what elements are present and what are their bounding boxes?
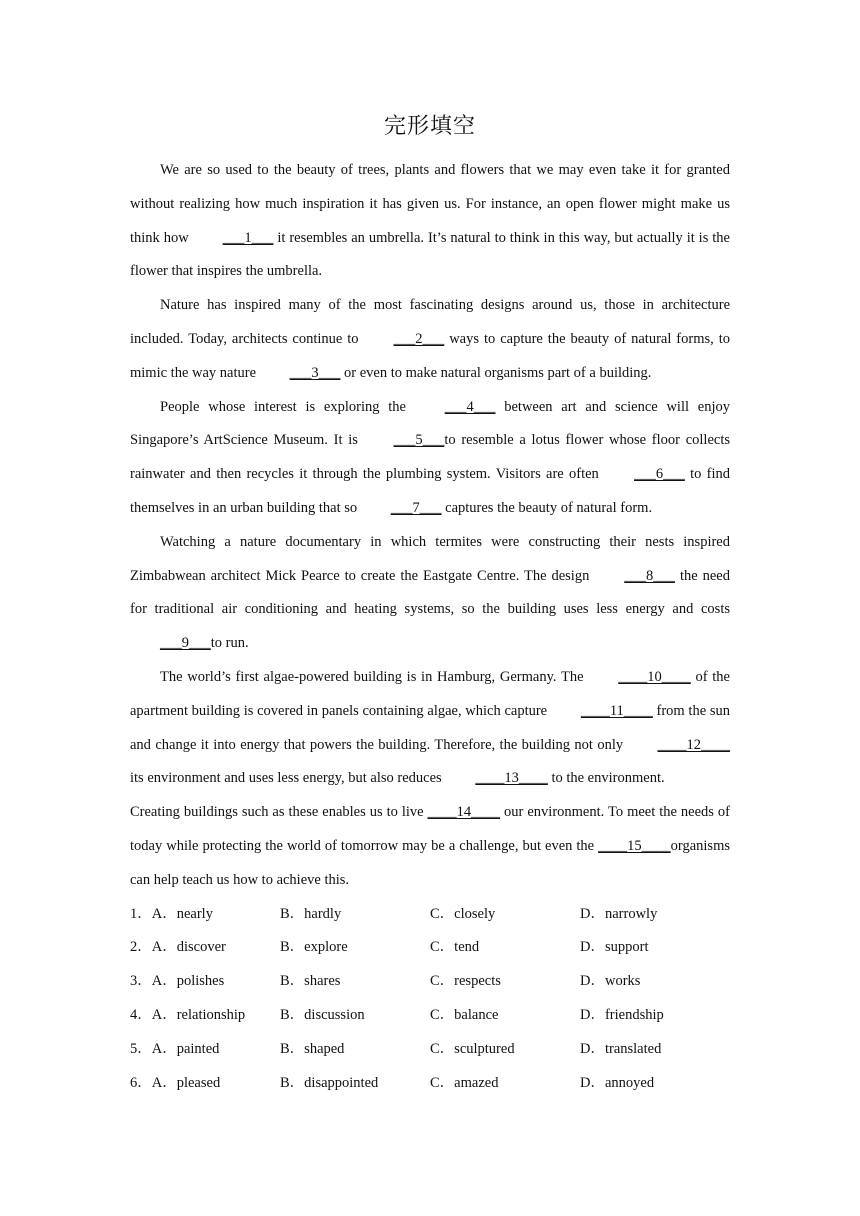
option-b: B．hardly	[280, 905, 342, 922]
passage-text: of the apartment building is covered in panels containing algae, which capture	[130, 668, 730, 719]
option-c: C．balance	[430, 1006, 499, 1023]
blank-number: ___3___	[289, 364, 341, 381]
question-row	[130, 965, 730, 999]
document-page	[130, 110, 730, 1100]
blank-number: ___1___	[222, 229, 274, 246]
option-d: D．annoyed	[580, 1074, 655, 1091]
option-a: A．relationship	[151, 1006, 246, 1023]
option-a: A．polishes	[151, 973, 225, 990]
blank-number: ___6___	[634, 466, 685, 483]
option-a: A．nearly	[151, 905, 213, 922]
blank-number: ____13____	[475, 770, 548, 787]
passage-paragraph	[130, 289, 730, 390]
option-d: D．narrowly	[580, 905, 658, 922]
question-row	[130, 1033, 730, 1067]
option-c: C．respects	[430, 973, 501, 990]
blank-number: ___2___	[393, 330, 445, 347]
option-a: A．painted	[151, 1040, 220, 1057]
option-a: A．pleased	[151, 1074, 221, 1091]
option-a: A．discover	[151, 939, 226, 956]
question-number: 3．	[130, 973, 152, 990]
passage-paragraph	[130, 391, 730, 526]
question-options	[130, 898, 730, 1101]
option-d: D．friendship	[580, 1006, 664, 1023]
passage-text: to resemble a lotus flower whose floor collects rainwater and then recycles it through the plumbing system. Visitors are often	[130, 432, 730, 483]
passage-text: ways to capture the beauty of natural forms, to mimic the way nature	[130, 330, 730, 381]
option-b: B．shaped	[280, 1040, 345, 1057]
blank-number: ___9___	[160, 635, 211, 652]
passage-text: or even to make natural organisms part of a building.	[340, 364, 652, 381]
option-c: C．tend	[430, 939, 480, 956]
option-b: B．disappointed	[280, 1074, 379, 1091]
option-c: C．closely	[430, 905, 496, 922]
passage-text: the need for traditional air conditioning and heating systems, so the building uses less energy and costs	[130, 567, 730, 618]
option-b: B．explore	[280, 939, 348, 956]
blank-number: ___4___	[444, 398, 496, 415]
question-row	[130, 931, 730, 965]
blank-number: ____15____	[598, 837, 671, 854]
passage-text: from the sun and change it into energy that powers the building. Therefore, the building not only	[130, 702, 730, 753]
passage-paragraph	[130, 796, 730, 897]
passage-text: Nature has inspired many of the most fascinating designs around us, those in architecture included. Today, architects continue to	[130, 297, 730, 347]
passage-text: Creating buildings such as these enables us to live	[130, 804, 428, 821]
option-b: B．shares	[280, 973, 341, 990]
passage-text: our environment. To meet the needs of today while protecting the world of tomorrow may be a challenge, but even the	[130, 804, 730, 854]
passage-text: organisms can help teach us how to achieve this.	[130, 837, 730, 888]
question-number: 5．	[130, 1040, 152, 1057]
question-number: 1．	[130, 905, 152, 922]
option-d: D．support	[580, 939, 649, 956]
passage-text: its environment and uses less energy, but also reduces	[130, 770, 446, 787]
passage-paragraph	[130, 661, 730, 796]
blank-number: ____11____	[580, 702, 653, 719]
passage-text: between art and science will enjoy Singapore’s ArtScience Museum. It is	[130, 398, 730, 449]
passage-text: The world’s first algae-powered building is in Hamburg, Germany. The	[160, 668, 589, 685]
question-number: 2．	[130, 939, 152, 956]
option-c: C．amazed	[430, 1074, 499, 1091]
passage-text: We are so used to the beauty of trees, plants and flowers that we may even take it for granted without realizing how much inspiration it has given us. For instance, an open flower might make us think how	[130, 162, 730, 246]
blank-number: ___7___	[390, 499, 442, 516]
question-row	[130, 999, 730, 1033]
passage-text: to run.	[210, 635, 249, 652]
option-b: B．discussion	[280, 1006, 365, 1023]
passage-paragraph	[130, 526, 730, 661]
blank-number: ____10____	[618, 668, 691, 685]
passage-text: to find themselves in an urban building that so	[130, 466, 730, 516]
passage-text: Watching a nature documentary in which termites were constructing their nests inspired Zimbabwean architect Mick Pearce to create the Eastgate Centre. The design	[130, 533, 730, 584]
blank-number: ____14____	[427, 804, 501, 821]
blank-number: ___8___	[624, 567, 676, 584]
passage-text: it resembles an umbrella. It’s natural to think in this way, but actually it is the flower that inspires the umbrella.	[130, 229, 730, 280]
passage-text: to the environment.	[547, 770, 665, 787]
question-row	[130, 1067, 730, 1101]
option-d: D．works	[580, 973, 641, 990]
passage-text: captures the beauty of natural form.	[441, 499, 653, 516]
passage	[130, 154, 730, 898]
passage-text: People whose interest is exploring the	[160, 398, 415, 415]
blank-number: ____12____	[657, 736, 730, 753]
passage-paragraph	[130, 154, 730, 289]
option-c: C．sculptured	[430, 1040, 515, 1057]
question-number: 4．	[130, 1006, 152, 1023]
question-number: 6．	[130, 1074, 152, 1091]
option-d: D．translated	[580, 1040, 662, 1057]
blank-number: ___5___	[393, 432, 445, 449]
document-title: 完形填空	[383, 114, 476, 139]
question-row	[130, 898, 730, 932]
